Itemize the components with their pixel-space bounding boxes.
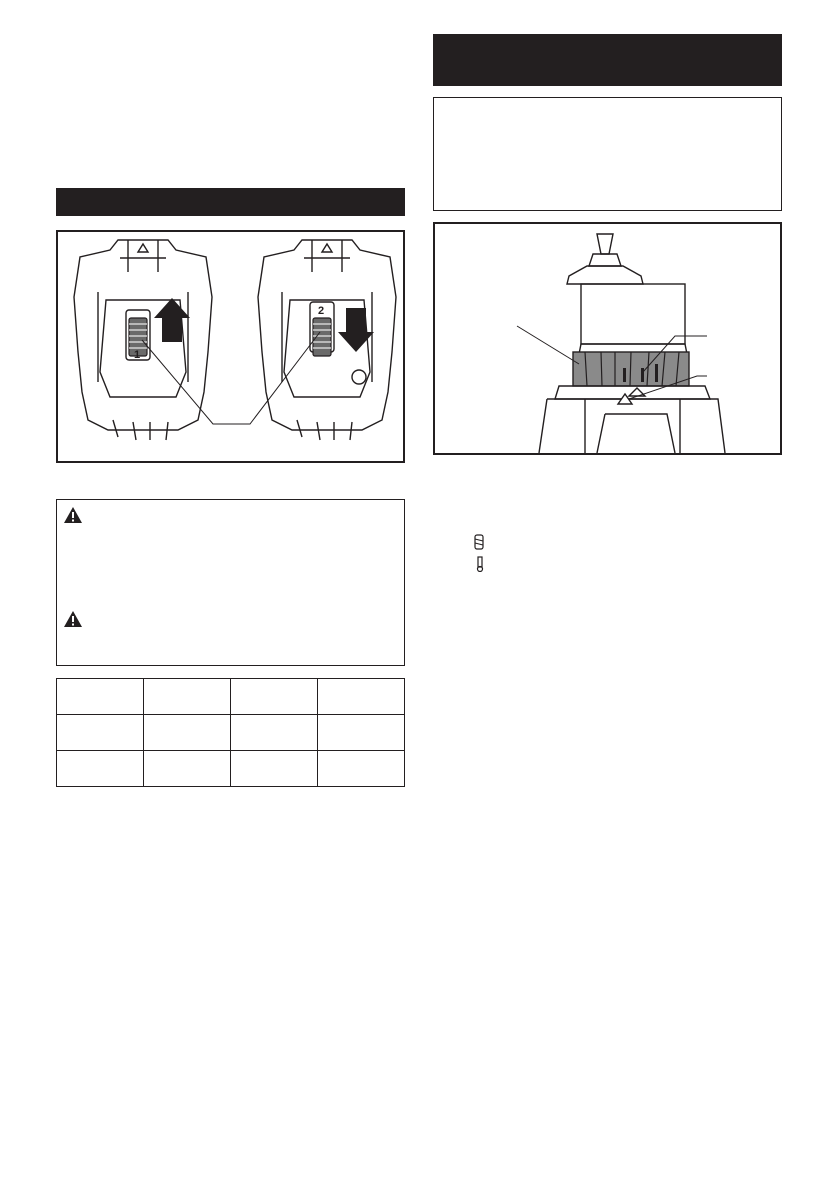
table-cell	[231, 679, 318, 715]
speed-switch-illustration	[58, 232, 403, 461]
speed-change-section-bar	[56, 188, 405, 216]
warning-triangle-icon	[63, 610, 83, 628]
up-arrow-icon	[154, 298, 190, 342]
down-arrow-icon	[338, 308, 374, 352]
table-cell	[318, 715, 405, 751]
table-cell	[57, 715, 144, 751]
speed-table	[56, 678, 405, 787]
position-2-label: 2	[318, 305, 325, 317]
mode-ring-figure	[433, 222, 782, 455]
table-cell	[318, 679, 405, 715]
table-row	[57, 679, 405, 715]
mode-ring-illustration	[435, 224, 780, 453]
caution-box	[56, 499, 405, 666]
table-cell	[57, 679, 144, 715]
table-cell	[57, 751, 144, 787]
warning-triangle-icon	[63, 506, 83, 524]
notice-box	[433, 97, 782, 211]
position-1-label: 1	[134, 349, 141, 361]
drill-mode-icon	[474, 534, 484, 550]
speed-switch-figure	[56, 230, 405, 463]
table-row	[57, 715, 405, 751]
table-cell	[144, 679, 231, 715]
table-cell	[144, 715, 231, 751]
screw-mode-icon	[475, 556, 485, 572]
table-cell	[144, 751, 231, 787]
mode-selection-section-bar	[433, 34, 782, 86]
table-cell	[231, 715, 318, 751]
table-cell	[231, 751, 318, 787]
table-cell	[318, 751, 405, 787]
table-row	[57, 751, 405, 787]
